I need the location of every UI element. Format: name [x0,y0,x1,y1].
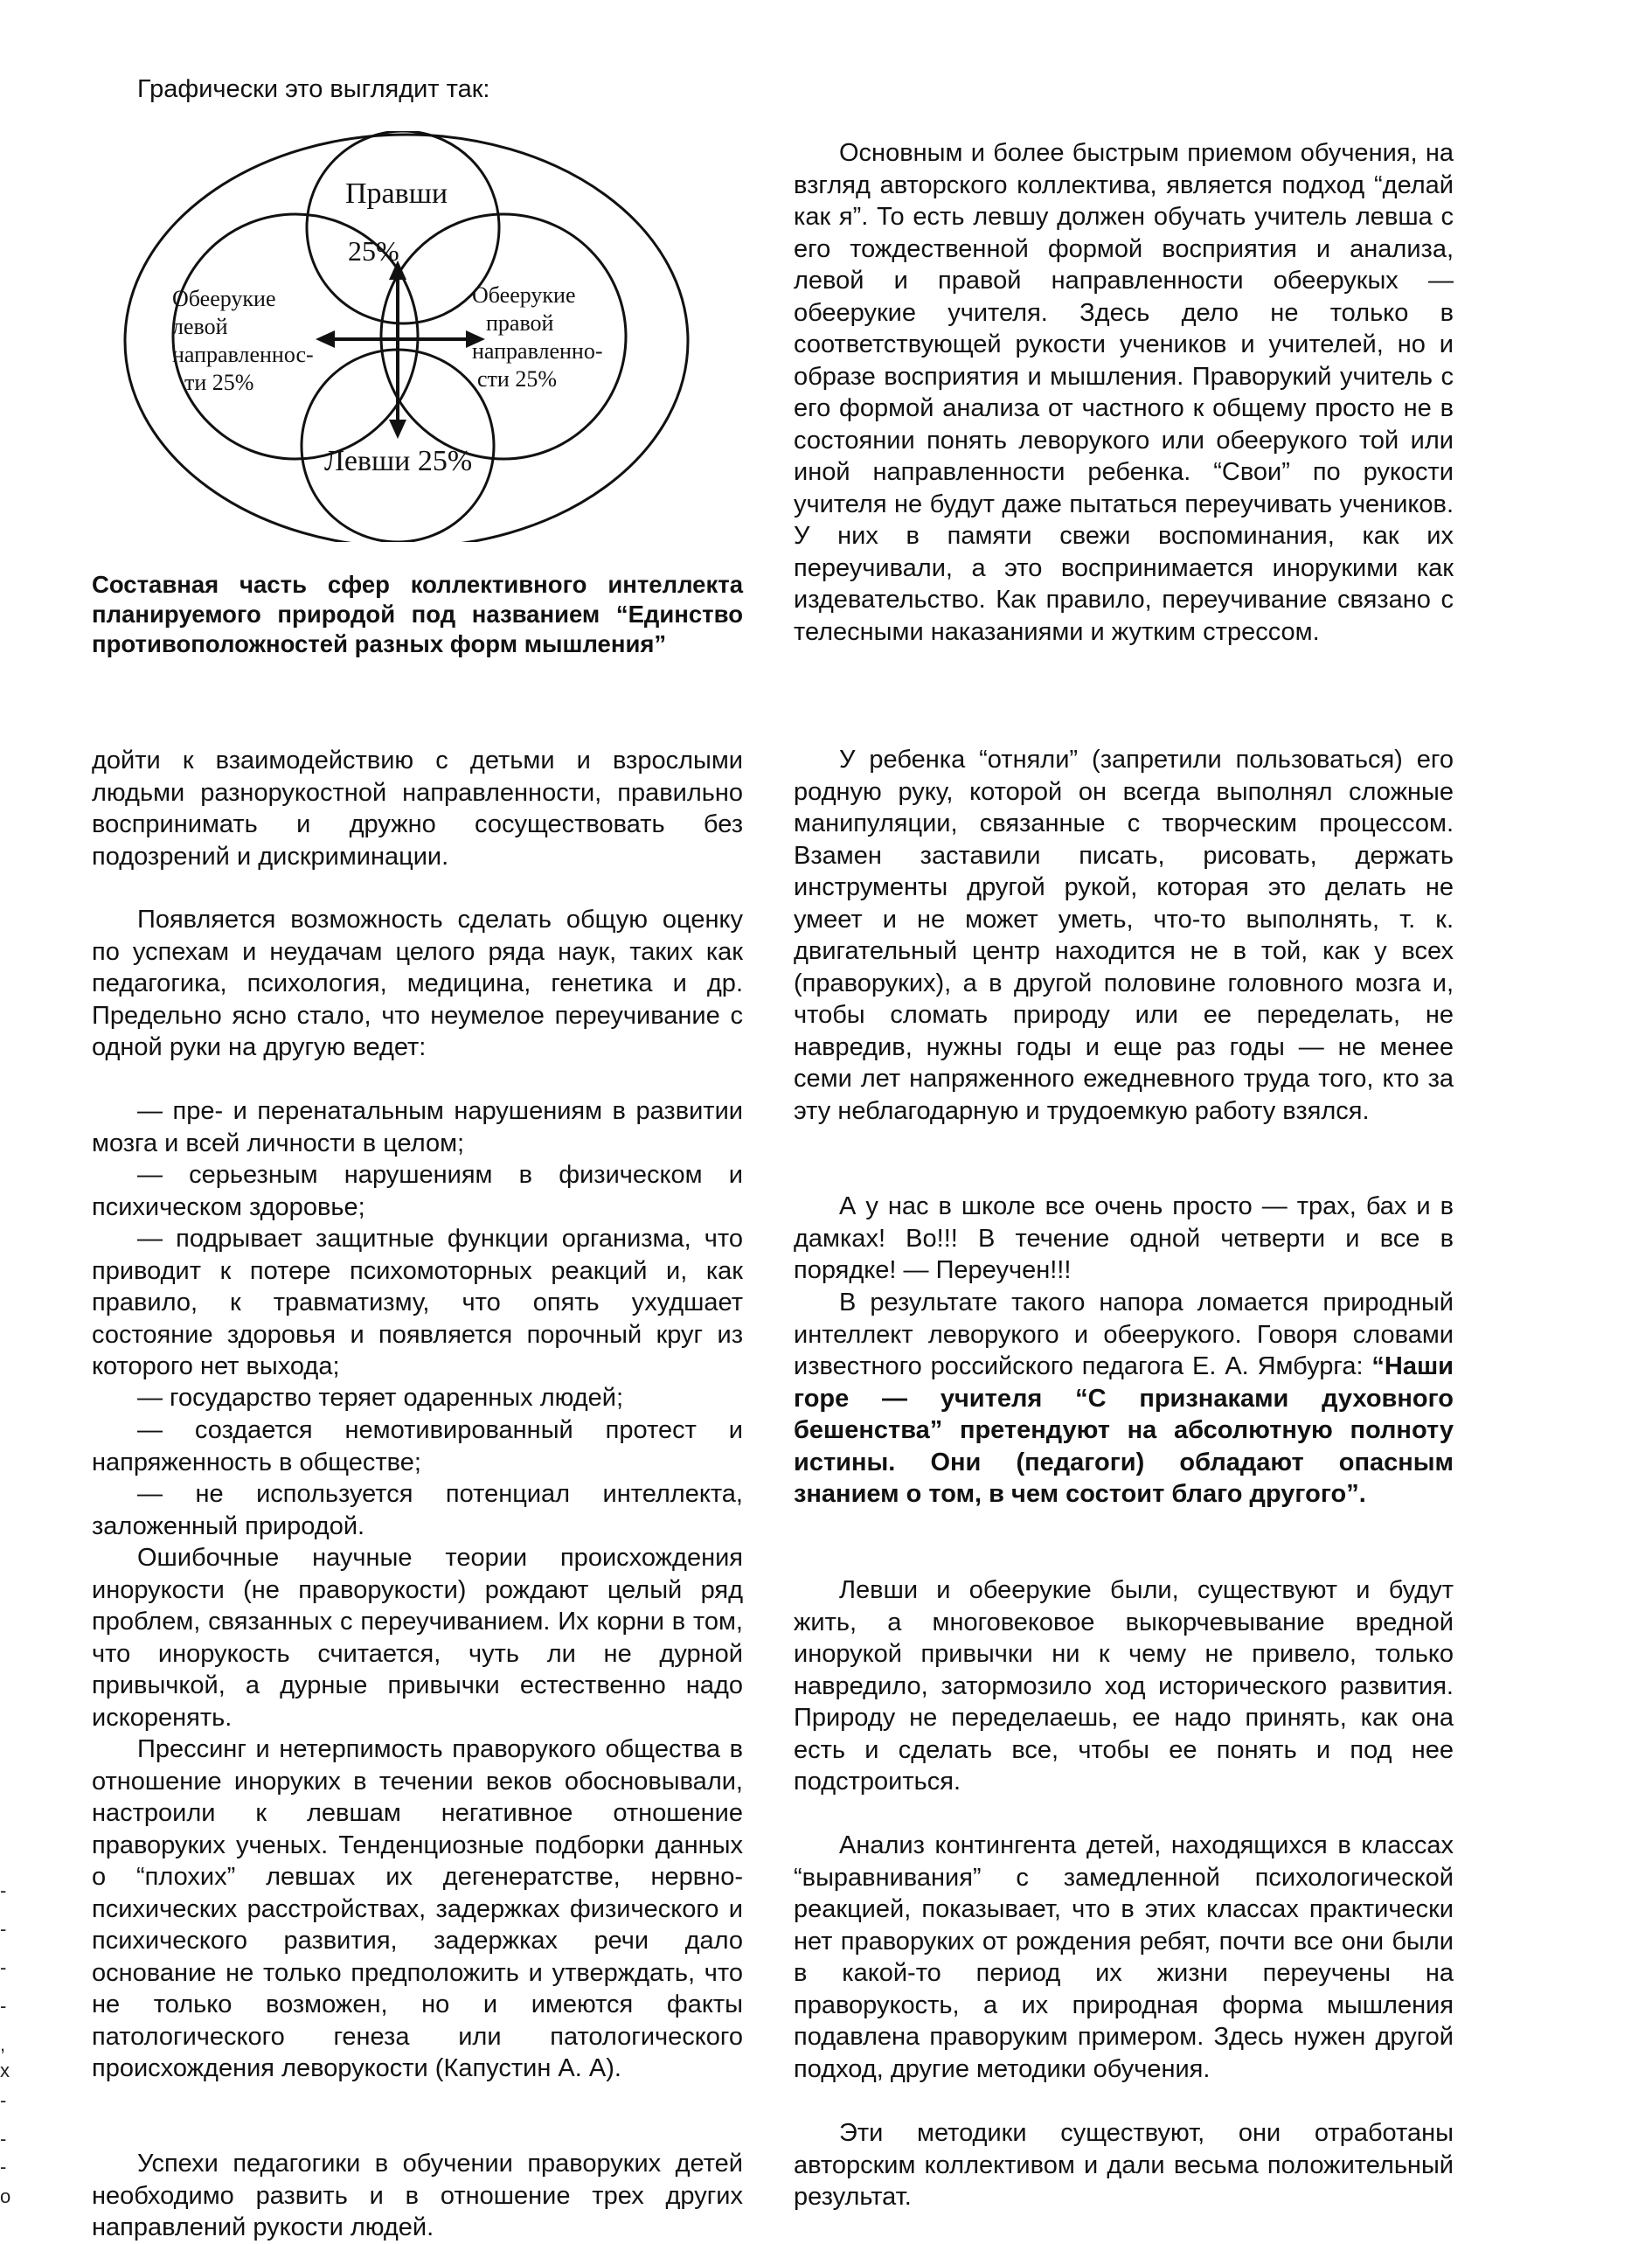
paragraph: Ошибочные научные теории происхождения инорукости (не праворукости) рождают целый ряд проблем, связанных с переучиванием. Их корни в том, что инорукость считается, чуть ли не дурной привычкой, а дурные привычки естественно надо искоренять. [92,1544,743,1732]
paragraph: дойти к взаимодействию с детьми и взрослыми людьми разнорукостной направленности, правильно воспринимать и дружно сосуществовать без подозрений и дискриминации. [92,747,743,871]
paragraph: Эти методики существуют, они отработаны авторским коллективом и дали весьма положительный результат. [794,2119,1454,2211]
label-top: Правши [345,177,448,210]
list-item: — создается немотивированный протест и напряженность в обществе; [92,1416,743,1476]
margin-mark: - [0,2128,7,2150]
diagram [116,131,728,542]
circle-top [307,131,499,323]
diagram-intro: Графически это выглядит так: [137,75,490,103]
paragraph: Основным и более быстрым приемом обучения, на взгляд авторского коллектива, является подход “делай как я”. То есть левшу должен обучать учитель левша с его тождественной формой восприятия и анализа, левой и правой направленности обеерукых — обеерукие учителя. Здесь дело не только в соответствующей рукости учеников и учителей, но и образе восприятия и мышления. Праворукий учитель с его формой анализа от частного к общему просто не в состоянии понять леворукого или обеерукого той или иной направленности ребенка. “Свои” по рукости учителя не будут даже пытаться переучивать учеников. У них в памяти свежи воспоминания, как их переучивали, а это воспринимается инорукими как издевательство. Как правило, переучивание связано с телесными наказаниями и жутким стрессом. [794,139,1454,646]
margin-mark: - [0,2089,7,2111]
paragraph: Успехи педагогики в обучении праворуких детей необходимо развить и в отношение трех других направлений рукости людей. [92,2150,743,2241]
quote-bold: “Наши горе — учителя “С признаками духовного бешенства” претендуют на абсолютную полноту истины. Они (педагоги) обладают опасным знанием о том, в чем состоит благо другого”. [794,1352,1454,1508]
label-right-1: Обеерукие [472,282,576,308]
label-right-2: правой [486,310,554,336]
paragraph [794,1287,1454,1511]
diagram-caption: Составная часть сфер коллективного интеллекта планируемого природой под названием “Единство противоположностей разных форм мышления” [92,571,743,657]
label-right-4: сти 25% [477,366,557,392]
list-item: — серьезным нарушениям в физическом и психическом здоровье; [92,1161,743,1221]
margin-mark: - [0,1995,7,2017]
margin-mark: , [0,2033,6,2055]
right-column [794,0,1454,2229]
arrow-left-head [316,330,335,348]
label-left-3: направленнос- [172,342,314,367]
left-column [92,0,743,2241]
paragraph: Анализ контингента детей, находящихся в классах “выравнивания” с замедленной психологической реакцией, показывает, что в этих классах практически нет праворуких от рождения ребят, почти все они были в какой-то период их жизни переучены на праворукость, а их природная форма мышления подавлена праворуким примером. Здесь нужен другой подход, другие методики обучения. [794,1831,1454,2083]
list-item: — не используется потенциал интеллекта, заложенный природой. [92,1480,743,1540]
paragraph: А у нас в школе все очень просто — трах, бах и в дамках! Во!!! В течение одной четверти и все в порядке! — Переучен!!! [794,1192,1454,1284]
label-left-2: левой [172,314,228,339]
label-right-3: направленно- [472,338,603,364]
paragraph-text: В результате такого напора ломается природный интеллект леворукого и обеерукого. Говоря словами известного российского педагога Е. А. Ямбурга: [794,1289,1454,1380]
paragraph: Прессинг и нетерпимость праворукого общества в отношение инoруких в течении веков обосновывали, настроили к левшам негативное отношение праворуких ученых. Тенденциозные подборки данных о “плохих” левшах их дегенератстве, нервно-психических расстройствах, задержках физического и психического развития, задержках речи дало основание не только предположить и утверждать, что не только возможен, но и имеются факты патологического генеза или патологического происхождения леворукости (Капустин А. А). [92,1735,743,2082]
margin-mark: o [0,2185,11,2207]
list-item: — подрывает защитные функции организма, что приводит к потере психомоторных реакций и, как правило, к травматизму, что опять ухудшает состояние здоровья и появляется порочный круг из которого нет выхода; [92,1225,743,1380]
margin-mark: - [0,1956,7,1978]
label-left-1: Обеерукие [172,286,276,311]
list-item: — пре- и перенатальным нарушениям в развитии мозга и всей личности в целом; [92,1097,743,1157]
paragraph: У ребенка “отняли” (запретили пользоваться) его родную руку, которой он всегда выполнял сложные манипуляции, связанные с творческим процессом. Взамен заставили писать, рисовать, держать инструменты другой рукой, которая это делать не умеет и не может уметь, что-то выполнять, т. к. двигательный центр находится не в той, как у всех (праворуких), а в другой половине головного мозга и, чтобы сломать природу или ее переделать, не навредив, нужны годы и еще раз годы — не менее семи лет напряженного ежедневного труда того, кто за эту неблагодарную и трудоемкую работу взялся. [794,746,1454,1125]
margin-mark: - [0,1879,7,1901]
paragraph: Левши и обеерукие были, существуют и будут жить, а многовековое выкорчевывание вредной инорукой привычки ни к чему не привело, только навредило, затормозило ход исторического развития. Природу не переделаешь, ее надо принять, как она есть и сделать все, чтобы ее понять и под нее подстроиться. [794,1576,1454,1796]
label-top-percent: 25% [348,235,399,267]
margin-mark: x [0,2060,10,2081]
margin-mark: - [0,1918,7,1940]
margin-mark: - [0,2156,7,2178]
arrow-down-head [389,420,406,439]
paragraph: Появляется возможность сделать общую оценку по успехам и неудачам целого ряда наук, таких как педагогика, психология, медицина, генетика и др. Предельно ясно стало, что неумелое переучивание с одной руки на другую ведет: [92,906,743,1061]
label-left-4: ти 25% [184,370,254,395]
list-item: — государство теряет одаренных людей; [137,1384,624,1412]
label-bottom: Левши 25% [324,445,473,477]
